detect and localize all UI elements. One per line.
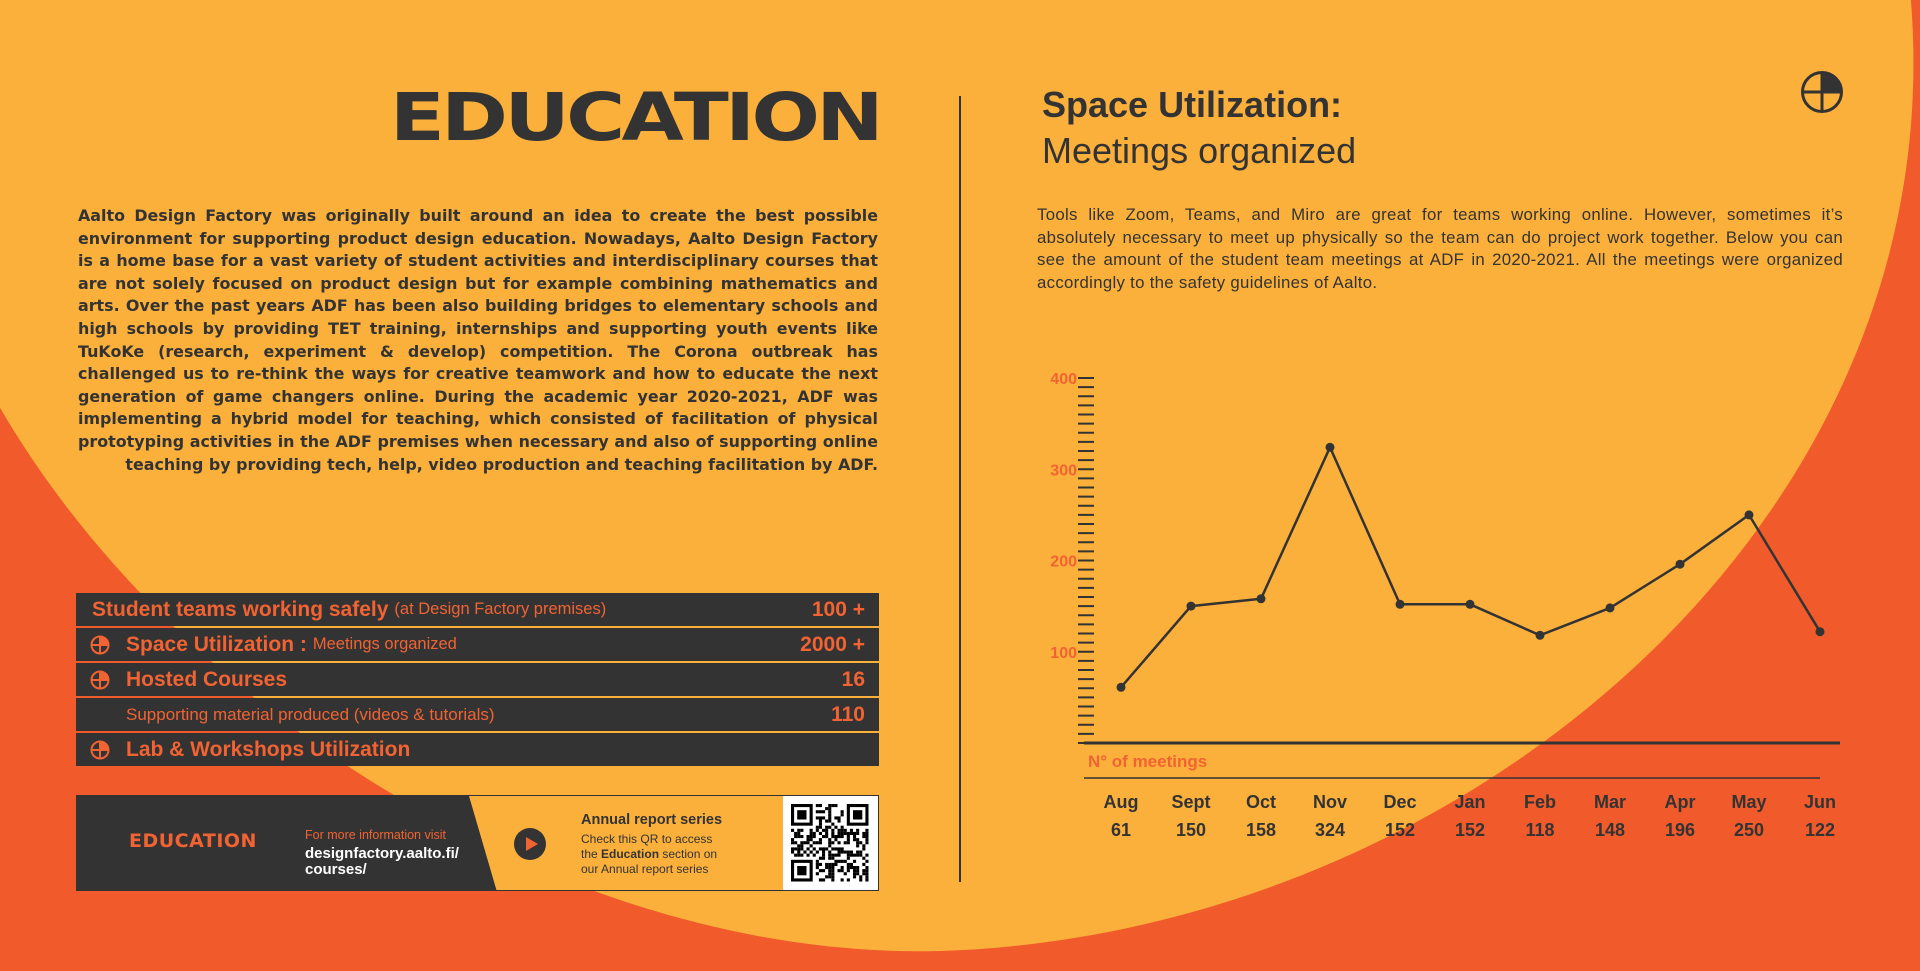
qr-module xyxy=(828,875,831,878)
qr-module xyxy=(865,866,868,869)
qr-module xyxy=(791,851,794,854)
qr-module xyxy=(797,847,800,850)
qr-module xyxy=(853,854,856,857)
qr-code-graphic xyxy=(783,796,879,891)
qr-module xyxy=(822,835,825,838)
qr-module xyxy=(797,851,800,854)
qr-module xyxy=(841,826,844,829)
x-tick-label: Jan xyxy=(1454,792,1486,812)
target-quarter-icon xyxy=(1800,70,1844,114)
qr-module xyxy=(834,847,837,850)
qr-module xyxy=(828,816,831,819)
qr-module xyxy=(816,860,819,863)
qr-module xyxy=(797,854,800,857)
qr-module xyxy=(819,804,822,807)
qr-module xyxy=(813,841,816,844)
qr-module xyxy=(828,804,831,807)
qr-module xyxy=(856,872,859,875)
qr-module xyxy=(813,847,816,850)
qr-module xyxy=(856,832,859,835)
qr-module xyxy=(847,841,850,844)
qr-module xyxy=(810,829,813,832)
qr-module xyxy=(844,872,847,875)
qr-module xyxy=(865,838,868,841)
qr-code[interactable] xyxy=(783,796,879,891)
qr-module xyxy=(791,838,794,841)
qr-module xyxy=(819,823,822,826)
qr-module xyxy=(847,857,850,860)
qr-module xyxy=(825,820,828,823)
qr-module xyxy=(807,835,810,838)
qr-module xyxy=(856,851,859,854)
qr-module xyxy=(856,841,859,844)
data-point xyxy=(1536,631,1545,640)
qr-module xyxy=(831,863,834,866)
section-subtitle: Meetings organized xyxy=(1042,130,1357,171)
qr-module xyxy=(838,835,841,838)
qr-finder xyxy=(797,810,806,819)
qr-module xyxy=(838,851,841,854)
annual-report-title: Annual report series xyxy=(581,812,723,828)
stat-value: 110 xyxy=(831,702,865,726)
qr-module xyxy=(834,804,837,807)
qr-module xyxy=(794,841,797,844)
footer-link[interactable]: designfactory.aalto.fi/ courses/ xyxy=(305,845,459,878)
qr-module xyxy=(822,816,825,819)
qr-module xyxy=(828,863,831,866)
qr-module xyxy=(819,857,822,860)
qr-module xyxy=(865,878,868,881)
qr-module xyxy=(859,851,862,854)
qr-module xyxy=(865,841,868,844)
stat-label: Hosted Courses xyxy=(126,667,288,691)
qr-module xyxy=(850,866,853,869)
qr-module xyxy=(856,866,859,869)
qr-module xyxy=(825,847,828,850)
qr-module xyxy=(838,841,841,844)
footer-logo: EDUCATION xyxy=(129,830,257,852)
qr-module xyxy=(800,847,803,850)
qr-module xyxy=(847,838,850,841)
y-tick-label: 100 xyxy=(1050,644,1077,662)
qr-module xyxy=(862,872,865,875)
qr-module xyxy=(791,841,794,844)
stat-row-supporting-material xyxy=(76,698,879,731)
qr-module xyxy=(838,854,841,857)
qr-module xyxy=(838,816,841,819)
x-tick-label: Sept xyxy=(1171,792,1211,812)
qr-module xyxy=(841,835,844,838)
page-title: EDUCATION xyxy=(389,79,880,156)
x-tick-label: Dec xyxy=(1383,792,1417,812)
qr-module xyxy=(825,866,828,869)
qr-module xyxy=(859,841,862,844)
x-tick-label: May xyxy=(1731,792,1767,812)
data-point xyxy=(1187,602,1196,611)
data-point xyxy=(1745,510,1754,519)
qr-module xyxy=(865,869,868,872)
play-icon[interactable] xyxy=(514,828,546,860)
qr-module xyxy=(828,813,831,816)
qr-module xyxy=(834,835,837,838)
annual-desc-bold: Education xyxy=(601,847,660,861)
qr-module xyxy=(834,838,837,841)
qr-module xyxy=(865,854,868,857)
qr-module xyxy=(859,878,862,881)
pie-quarter-icon xyxy=(90,670,110,690)
qr-module xyxy=(856,869,859,872)
qr-module xyxy=(794,832,797,835)
qr-module xyxy=(828,866,831,869)
qr-module xyxy=(800,835,803,838)
data-label: 148 xyxy=(1594,820,1626,840)
qr-module xyxy=(856,838,859,841)
qr-module xyxy=(822,854,825,857)
qr-module xyxy=(797,829,800,832)
qr-module xyxy=(797,832,800,835)
qr-module xyxy=(847,851,850,854)
qr-module xyxy=(813,854,816,857)
y-tick-label: 300 xyxy=(1050,462,1077,480)
qr-module xyxy=(816,829,819,832)
qr-module xyxy=(828,838,831,841)
qr-module xyxy=(825,835,828,838)
qr-module xyxy=(800,854,803,857)
qr-module xyxy=(859,875,862,878)
qr-module xyxy=(841,847,844,850)
qr-module xyxy=(822,829,825,832)
footer-banner xyxy=(76,795,879,891)
data-label: 122 xyxy=(1804,820,1836,840)
qr-module xyxy=(819,838,822,841)
qr-module xyxy=(810,844,813,847)
qr-module xyxy=(831,869,834,872)
qr-module xyxy=(850,832,853,835)
qr-module xyxy=(819,832,822,835)
qr-module xyxy=(828,851,831,854)
stat-row-space-utilization xyxy=(76,628,879,661)
qr-module xyxy=(838,847,841,850)
qr-module xyxy=(816,810,819,813)
qr-module xyxy=(800,841,803,844)
x-tick-label: Mar xyxy=(1593,792,1627,812)
stat-sublabel: (at Design Factory premises) xyxy=(394,600,607,618)
qr-module xyxy=(850,851,853,854)
qr-finder xyxy=(853,810,862,819)
qr-module xyxy=(862,863,865,866)
data-label: 324 xyxy=(1314,820,1346,840)
qr-module xyxy=(844,829,847,832)
qr-module xyxy=(847,878,850,881)
qr-module xyxy=(813,832,816,835)
x-tick-label: Feb xyxy=(1523,792,1557,812)
x-tick-label: Apr xyxy=(1664,792,1696,812)
qr-module xyxy=(831,829,834,832)
qr-module xyxy=(800,829,803,832)
data-label: 152 xyxy=(1454,820,1486,840)
qr-module xyxy=(856,854,859,857)
qr-module xyxy=(828,810,831,813)
qr-module xyxy=(862,869,865,872)
qr-module xyxy=(825,829,828,832)
data-label: 61 xyxy=(1110,820,1132,840)
qr-module xyxy=(831,875,834,878)
qr-module xyxy=(862,835,865,838)
x-tick-label: Jun xyxy=(1803,792,1837,812)
qr-module xyxy=(816,872,819,875)
y-tick-label: 200 xyxy=(1050,553,1077,571)
qr-module xyxy=(834,860,837,863)
qr-module xyxy=(803,851,806,854)
qr-module xyxy=(856,829,859,832)
qr-module xyxy=(819,869,822,872)
stat-label: Space Utilization : xyxy=(126,632,307,656)
x-tick-label: Aug xyxy=(1103,792,1139,812)
qr-module xyxy=(831,847,834,850)
qr-module xyxy=(831,804,834,807)
qr-module xyxy=(831,872,834,875)
qr-module xyxy=(807,841,810,844)
qr-module xyxy=(865,832,868,835)
qr-module xyxy=(847,866,850,869)
qr-module xyxy=(847,832,850,835)
qr-module xyxy=(828,857,831,860)
qr-module xyxy=(794,835,797,838)
qr-module xyxy=(800,844,803,847)
qr-module xyxy=(865,872,868,875)
qr-module xyxy=(822,878,825,881)
qr-module xyxy=(841,829,844,832)
stat-label: Student teams working safely xyxy=(92,597,389,621)
qr-module xyxy=(853,860,856,863)
qr-module xyxy=(819,816,822,819)
qr-module xyxy=(828,872,831,875)
qr-module xyxy=(791,829,794,832)
qr-module xyxy=(853,832,856,835)
data-label: 250 xyxy=(1733,820,1765,840)
stat-value: 16 xyxy=(841,667,865,691)
stat-sublabel: Meetings organized xyxy=(312,635,457,653)
qr-module xyxy=(853,872,856,875)
qr-module xyxy=(865,875,868,878)
qr-module xyxy=(822,847,825,850)
qr-module xyxy=(831,841,834,844)
qr-module xyxy=(841,860,844,863)
qr-module xyxy=(841,878,844,881)
stat-row-hosted-courses xyxy=(76,663,879,696)
qr-module xyxy=(822,851,825,854)
qr-module xyxy=(834,826,837,829)
qr-module xyxy=(831,878,834,881)
data-label: 196 xyxy=(1664,820,1696,840)
qr-module xyxy=(841,851,844,854)
qr-module xyxy=(794,854,797,857)
qr-module xyxy=(831,835,834,838)
qr-module xyxy=(841,832,844,835)
y-tick-label: 400 xyxy=(1050,371,1077,388)
data-point xyxy=(1257,594,1266,603)
qr-module xyxy=(816,851,819,854)
qr-module xyxy=(819,810,822,813)
stats-table xyxy=(76,593,879,768)
qr-module xyxy=(816,841,819,844)
qr-module xyxy=(853,869,856,872)
qr-module xyxy=(819,847,822,850)
qr-module xyxy=(828,820,831,823)
qr-module xyxy=(853,835,856,838)
vertical-divider xyxy=(959,96,961,882)
qr-module xyxy=(841,866,844,869)
qr-module xyxy=(822,810,825,813)
qr-module xyxy=(810,838,813,841)
qr-module xyxy=(847,854,850,857)
qr-module xyxy=(850,863,853,866)
data-label: 118 xyxy=(1525,820,1555,840)
data-point xyxy=(1466,600,1475,609)
qr-finder xyxy=(797,866,806,875)
qr-module xyxy=(807,854,810,857)
qr-module xyxy=(816,866,819,869)
qr-module xyxy=(831,857,834,860)
qr-module xyxy=(853,875,856,878)
qr-module xyxy=(831,866,834,869)
qr-module xyxy=(794,847,797,850)
data-label: 152 xyxy=(1384,820,1416,840)
qr-module xyxy=(797,835,800,838)
data-point xyxy=(1606,603,1615,612)
qr-module xyxy=(847,835,850,838)
qr-module xyxy=(819,826,822,829)
qr-module xyxy=(803,841,806,844)
qr-module xyxy=(862,844,865,847)
qr-module xyxy=(816,804,819,807)
qr-module xyxy=(838,820,841,823)
qr-module xyxy=(825,832,828,835)
x-tick-label: Oct xyxy=(1245,792,1277,812)
qr-module xyxy=(841,869,844,872)
qr-module xyxy=(838,829,841,832)
qr-module xyxy=(865,860,868,863)
qr-module xyxy=(856,844,859,847)
qr-module xyxy=(828,841,831,844)
qr-module xyxy=(847,869,850,872)
qr-module xyxy=(828,854,831,857)
stat-row-student-teams xyxy=(76,593,879,626)
qr-module xyxy=(853,866,856,869)
qr-module xyxy=(816,863,819,866)
qr-module xyxy=(850,854,853,857)
section-title: Space Utilization: xyxy=(1042,84,1343,125)
education-paragraph: Aalto Design Factory was originally built around an idea to create the best possible environment for supporting product design education. Nowadays, Aalto Design Factory is a home base for a vast variety of student activities and interdisciplinary courses that are not solely focused on product design but for example combining mathematics and arts. Over the past years ADF has been also building bridges to elementary schools and high schools by providing TET training, internships and supporting youth events like TuKoKe (research, experiment & develop) competition. The Corona outbreak has challenged us to re-think the ways for creative teamwork and how to educate the next generation of game changers online. During the academic year 2020-2021, ADF was implementing a hybrid model for teaching, which consisted of facilitation of physical prototyping activities in the ADF premises when necessary and also of supporting online teaching by providing tech, help, video production and teaching facilitation by ADF. xyxy=(78,206,878,474)
qr-module xyxy=(810,832,813,835)
qr-module xyxy=(865,829,868,832)
qr-module xyxy=(838,832,841,835)
qr-module xyxy=(810,851,813,854)
qr-module xyxy=(822,857,825,860)
qr-module xyxy=(819,820,822,823)
qr-module xyxy=(825,863,828,866)
x-tick-label: Nov xyxy=(1312,792,1348,812)
qr-module xyxy=(791,847,794,850)
qr-module xyxy=(841,810,844,813)
qr-module xyxy=(838,869,841,872)
stat-label: Supporting material produced (videos & tutorials) xyxy=(126,704,495,724)
qr-module xyxy=(844,841,847,844)
qr-module xyxy=(828,844,831,847)
qr-module xyxy=(825,826,828,829)
qr-module xyxy=(831,823,834,826)
footer-info-text: For more information visit xyxy=(305,828,447,842)
x-axis-label: N° of meetings xyxy=(1088,752,1208,771)
qr-module xyxy=(807,847,810,850)
qr-module xyxy=(825,875,828,878)
qr-module xyxy=(807,838,810,841)
qr-module xyxy=(813,835,816,838)
data-point xyxy=(1396,600,1405,609)
qr-module xyxy=(822,869,825,872)
qr-module xyxy=(844,860,847,863)
data-point xyxy=(1117,683,1126,692)
qr-module xyxy=(834,863,837,866)
data-label: 158 xyxy=(1245,820,1277,840)
stat-row-lab-workshops xyxy=(76,733,879,766)
data-point xyxy=(1676,560,1685,569)
qr-module xyxy=(859,854,862,857)
qr-module xyxy=(862,847,865,850)
qr-module xyxy=(828,807,831,810)
annual-desc-part: section on our Annual report series xyxy=(581,847,718,876)
qr-module xyxy=(825,807,828,810)
qr-module xyxy=(797,844,800,847)
qr-module xyxy=(831,832,834,835)
annual-report-description xyxy=(581,832,731,877)
qr-module xyxy=(834,816,837,819)
pie-quarter-icon xyxy=(90,635,110,655)
qr-module xyxy=(834,854,837,857)
stat-value: 2000 + xyxy=(800,632,865,656)
qr-module xyxy=(819,878,822,881)
qr-module xyxy=(819,841,822,844)
data-point xyxy=(1326,443,1335,452)
qr-module xyxy=(828,869,831,872)
annual-desc-part: Check this QR to access the xyxy=(581,832,713,861)
qr-module xyxy=(847,863,850,866)
qr-module xyxy=(841,813,844,816)
qr-module xyxy=(862,857,865,860)
stat-value: 100 + xyxy=(811,597,865,621)
qr-module xyxy=(838,860,841,863)
space-utilization-paragraph: Tools like Zoom, Teams, and Miro are great for teams working online. However, sometimes it’s absolutely necessary to meet up physically so the team can do project work together. Below you can see the amount of the student team meetings at ADF in 2020-2021. All the meetings were organized accordingly to the safety guidelines of Aalto. xyxy=(1037,205,1843,292)
qr-module xyxy=(850,829,853,832)
qr-module xyxy=(816,826,819,829)
qr-module xyxy=(862,832,865,835)
data-point xyxy=(1816,627,1825,636)
qr-module xyxy=(853,838,856,841)
qr-module xyxy=(816,816,819,819)
qr-module xyxy=(828,826,831,829)
qr-module xyxy=(810,835,813,838)
qr-module xyxy=(865,835,868,838)
pie-quarter-icon xyxy=(90,740,110,760)
qr-module xyxy=(819,863,822,866)
qr-module xyxy=(844,851,847,854)
qr-module xyxy=(831,854,834,857)
meetings-line-chart xyxy=(1030,360,1860,850)
data-label: 150 xyxy=(1175,820,1207,840)
stat-label: Lab & Workshops Utilization xyxy=(126,737,411,761)
qr-module xyxy=(844,832,847,835)
